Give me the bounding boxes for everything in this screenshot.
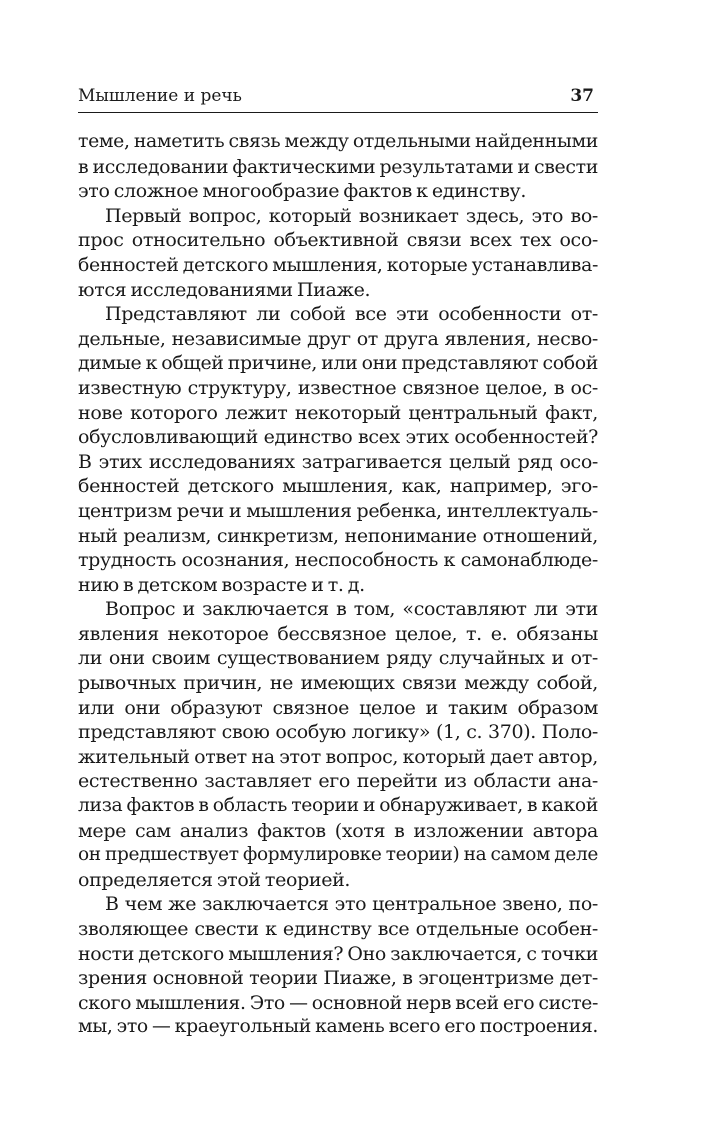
text-line: трудность осознания, неспособность к самонаблюде- [78, 549, 598, 572]
text-line: мере сам анализ фактов (хотя в изложении автора [78, 819, 598, 842]
text-line: явления некоторое бессвязное целое, т. е. обязаны [78, 622, 598, 645]
text-line: ный реализм, синкретизм, непонимание отношений, [78, 524, 598, 547]
text-line: зрения основной теории Пиаже, в эгоцентризме дет- [78, 967, 598, 990]
text-line: обусловливающий единство всех этих особенностей? [78, 426, 598, 449]
text-line: центризм речи и мышления ребенка, интеллектуаль- [78, 499, 598, 522]
text-line: В чем же заключается это центральное звено, по- [105, 893, 598, 916]
running-head-title: Мышление и речь [78, 86, 242, 106]
body-text [78, 130, 598, 1040]
text-line: или они образуют связное целое и таким образом [78, 696, 598, 719]
paragraph [78, 130, 598, 204]
text-line: это сложное многообразие фактов к единству. [78, 180, 527, 203]
text-line: бенностей детского мышления, как, например, эго- [78, 475, 598, 498]
text-line: Вопрос и заключается в том, «составляют ли эти [105, 598, 598, 621]
text-line: димые к общей причине, или они представляют собой [78, 352, 598, 375]
text-line: мы, это — краеугольный камень всего его построения. [78, 1016, 598, 1038]
text-line: естественно заставляет его перейти из области ана- [78, 770, 598, 793]
text-line: В этих исследованиях затрагивается целый ряд осо- [78, 450, 598, 473]
text-line: зволяющее свести к единству все отдельные особен- [78, 918, 598, 940]
text-line: ли они своим существованием ряду случайных и от- [78, 647, 598, 670]
running-head [78, 86, 598, 113]
page-number: 37 [570, 86, 594, 106]
text-line: в исследовании фактическими результатами и свести [78, 155, 598, 178]
text-line: рывочных причин, не имеющих связи между собой, [78, 672, 598, 695]
text-line: определяется этой теорией. [78, 868, 351, 891]
text-line: теме, наметить связь между отдельными найденными [78, 131, 598, 152]
text-line: представляют свою особую логику» (1, с. 370). Поло- [78, 721, 598, 744]
text-line: ского мышления. Это — основной нерв всей его систе- [78, 991, 598, 1014]
paragraph [78, 892, 598, 1040]
text-line: прос относительно объективной связи всех тех осо- [78, 229, 598, 252]
paragraph [78, 204, 598, 302]
paragraph [78, 302, 598, 597]
text-line: бенностей детского мышления, которые устанавлива- [78, 253, 598, 276]
text-line: он предшествует формулировке теории) на самом деле [78, 844, 598, 866]
text-line: известную структуру, известное связное целое, в ос- [78, 376, 598, 399]
text-line: ются исследованиями Пиаже. [78, 278, 371, 301]
text-line: нию в детском возрасте и т. д. [78, 573, 365, 596]
text-line: нове которого лежит некоторый центральный факт, [78, 401, 598, 424]
text-line: лиза фактов в область теории и обнаруживает, в какой [78, 795, 598, 817]
text-line: Представляют ли собой все эти особенности от- [105, 303, 598, 326]
text-line: Первый вопрос, который возникает здесь, это во- [105, 204, 598, 227]
text-line: ности детского мышления? Оно заключается, с точки [78, 942, 598, 965]
text-line: дельные, независимые друг от друга явления, несво- [78, 327, 598, 350]
text-line: жительный ответ на этот вопрос, который дает автор, [78, 745, 598, 768]
paragraph [78, 597, 598, 892]
